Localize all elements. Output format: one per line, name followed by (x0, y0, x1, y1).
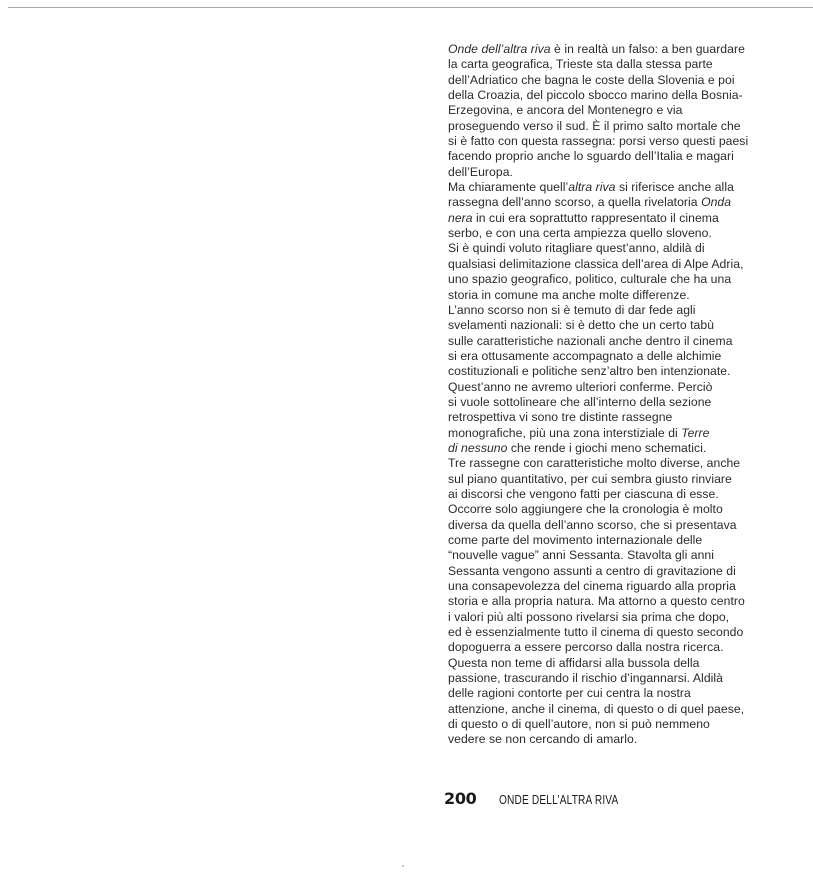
italic-text: nera (448, 210, 473, 225)
text-run: diversa da quella dell’anno scorso, che si presentava (448, 517, 737, 532)
text-run: dell’Europa. (448, 164, 513, 179)
text-line (448, 518, 808, 533)
article-body (448, 42, 808, 748)
text-run: attenzione, anche il cinema, di questo o di quel paese, (448, 701, 745, 716)
text-run: si è fatto con questa rassegna: porsi verso questi paesi (448, 134, 749, 149)
text-line (448, 318, 808, 333)
text-line (448, 656, 808, 671)
page-number: 200 (444, 789, 477, 808)
text-run: “nouvelle vague” anni Sessanta. Stavolta gli anni (448, 548, 715, 563)
text-run: Questa non teme di affidarsi alla bussola della (448, 655, 700, 670)
text-run: Ma chiaramente quell’ (448, 180, 569, 195)
text-run: monografiche, più una zona interstiziale di (448, 425, 682, 440)
text-run: serbo, e con una certa ampiezza quello sloveno. (448, 226, 712, 241)
text-line (448, 410, 808, 425)
text-line (448, 272, 808, 287)
text-line (448, 241, 808, 256)
text-line (448, 165, 808, 180)
text-run: sulle caratteristiche nazionali anche dentro il cinema (448, 333, 733, 348)
text-run: è in realtà un falso: a ben guardare (550, 42, 745, 56)
italic-text: Onde dell’altra riva (448, 42, 551, 56)
text-line (448, 579, 808, 594)
text-run: svelamenti nazionali: si è detto che un certo tabù (448, 318, 715, 333)
text-line (448, 103, 808, 118)
text-line (448, 702, 808, 717)
text-run: ai discorsi che vengono fatti per ciascuna di esse. (448, 486, 719, 501)
top-rule (8, 7, 813, 8)
text-run: Tre rassegne con caratteristiche molto diverse, anche (448, 456, 741, 471)
text-line (448, 640, 808, 655)
text-line (448, 349, 808, 364)
text-run: storia e alla propria natura. Ma attorno a questo centro (448, 594, 745, 609)
text-line (448, 303, 808, 318)
text-line (448, 119, 808, 134)
text-line (448, 533, 808, 548)
text-line (448, 134, 808, 149)
text-line (448, 226, 808, 241)
text-line (448, 426, 808, 441)
text-line (448, 380, 808, 395)
text-run: rassegna dell’anno scorso, a quella rivelatoria (448, 195, 702, 210)
text-run: una consapevolezza del cinema riguardo alla propria (448, 579, 736, 594)
text-run: delle ragioni contorte per cui centra la nostra (448, 686, 691, 701)
text-run: L’anno scorso non si è temuto di dar fede agli (448, 302, 696, 317)
text-line (448, 487, 808, 502)
text-line (448, 594, 808, 609)
text-line (448, 732, 808, 747)
text-run: i valori più alti possono rivelarsi sia prima che dopo, (448, 609, 730, 624)
text-line (448, 472, 808, 487)
text-line (448, 73, 808, 88)
page-footer (444, 789, 652, 808)
text-run: dopoguerra a essere percorso dalla nostra ricerca. (448, 640, 724, 655)
text-line (448, 456, 808, 471)
text-line (448, 257, 808, 272)
text-run: storia in comune ma anche molte differenze. (448, 287, 690, 302)
text-line (448, 671, 808, 686)
text-run: Occorre solo aggiungere che la cronologia è molto (448, 502, 723, 517)
text-line (448, 149, 808, 164)
text-line (448, 211, 808, 226)
running-title: ONDE DELL’ALTRA RIVA (498, 792, 618, 807)
text-run: Sessanta vengono assunti a centro di gravitazione di (448, 563, 736, 578)
text-line (448, 717, 808, 732)
text-line (448, 548, 808, 563)
text-line (448, 364, 808, 379)
text-run: in cui era soprattutto rappresentato il cinema (472, 210, 719, 225)
text-line (448, 195, 808, 210)
text-line (448, 686, 808, 701)
text-run: vedere se non cercando di amarlo. (448, 732, 638, 747)
text-line (448, 42, 808, 57)
text-line (448, 57, 808, 72)
text-run: uno spazio geografico, politico, culturale che ha una (448, 272, 732, 287)
paper-speck (402, 865, 404, 867)
text-run: della Croazia, del piccolo sbocco marino della Bosnia- (448, 88, 743, 103)
text-run: sul piano quantitativo, per cui sembra giusto rinviare (448, 471, 732, 486)
text-run: qualsiasi delimitazione classica dell’area di Alpe Adria, (448, 256, 744, 271)
text-line (448, 625, 808, 640)
text-run: che rende i giochi meno schematici. (507, 440, 707, 455)
text-run: proseguendo verso il sud. È il primo salto mortale che (448, 118, 741, 133)
italic-text: Terre (681, 425, 710, 440)
text-line (448, 88, 808, 103)
text-run: Si è quindi voluto ritagliare quest’anno, aldilà di (448, 241, 705, 256)
italic-text: altra riva (568, 180, 616, 195)
text-run: Erzegovina, e ancora del Montenegro e via (448, 103, 683, 118)
italic-text: Onda (701, 195, 732, 210)
text-run: come parte del movimento internazionale delle (448, 533, 703, 547)
text-line (448, 288, 808, 303)
text-run: ed è essenzialmente tutto il cinema di questo secondo (448, 625, 744, 640)
text-run: si era ottusamente accompagnato a delle alchimie (448, 348, 722, 363)
text-run: facendo proprio anche lo sguardo dell’Italia e magari (448, 149, 734, 164)
italic-text: di nessuno (448, 440, 508, 455)
text-run: si vuole sottolineare che all’interno della sezione (448, 394, 712, 409)
text-run: dell’Adriatico che bagna le coste della Slovenia e poi (448, 72, 735, 87)
text-line (448, 564, 808, 579)
text-run: Quest’anno ne avremo ulteriori conferme. Perciò (448, 379, 713, 394)
text-run: costituzionali e politiche senz’altro ben intenzionate. (448, 364, 731, 379)
text-line (448, 395, 808, 410)
text-line (448, 502, 808, 517)
text-line (448, 610, 808, 625)
text-line (448, 180, 808, 195)
text-run: la carta geografica, Trieste sta dalla stessa parte (448, 57, 713, 72)
text-run: di questo o di quell’autore, non si può nemmeno (448, 717, 710, 732)
text-run: passione, trascurando il rischio d’ingannarsi. Aldilà (448, 671, 723, 686)
text-run: retrospettiva vi sono tre distinte rassegne (448, 410, 673, 425)
text-line (448, 441, 808, 456)
text-run: si riferisce anche alla (615, 180, 734, 195)
text-line (448, 334, 808, 349)
